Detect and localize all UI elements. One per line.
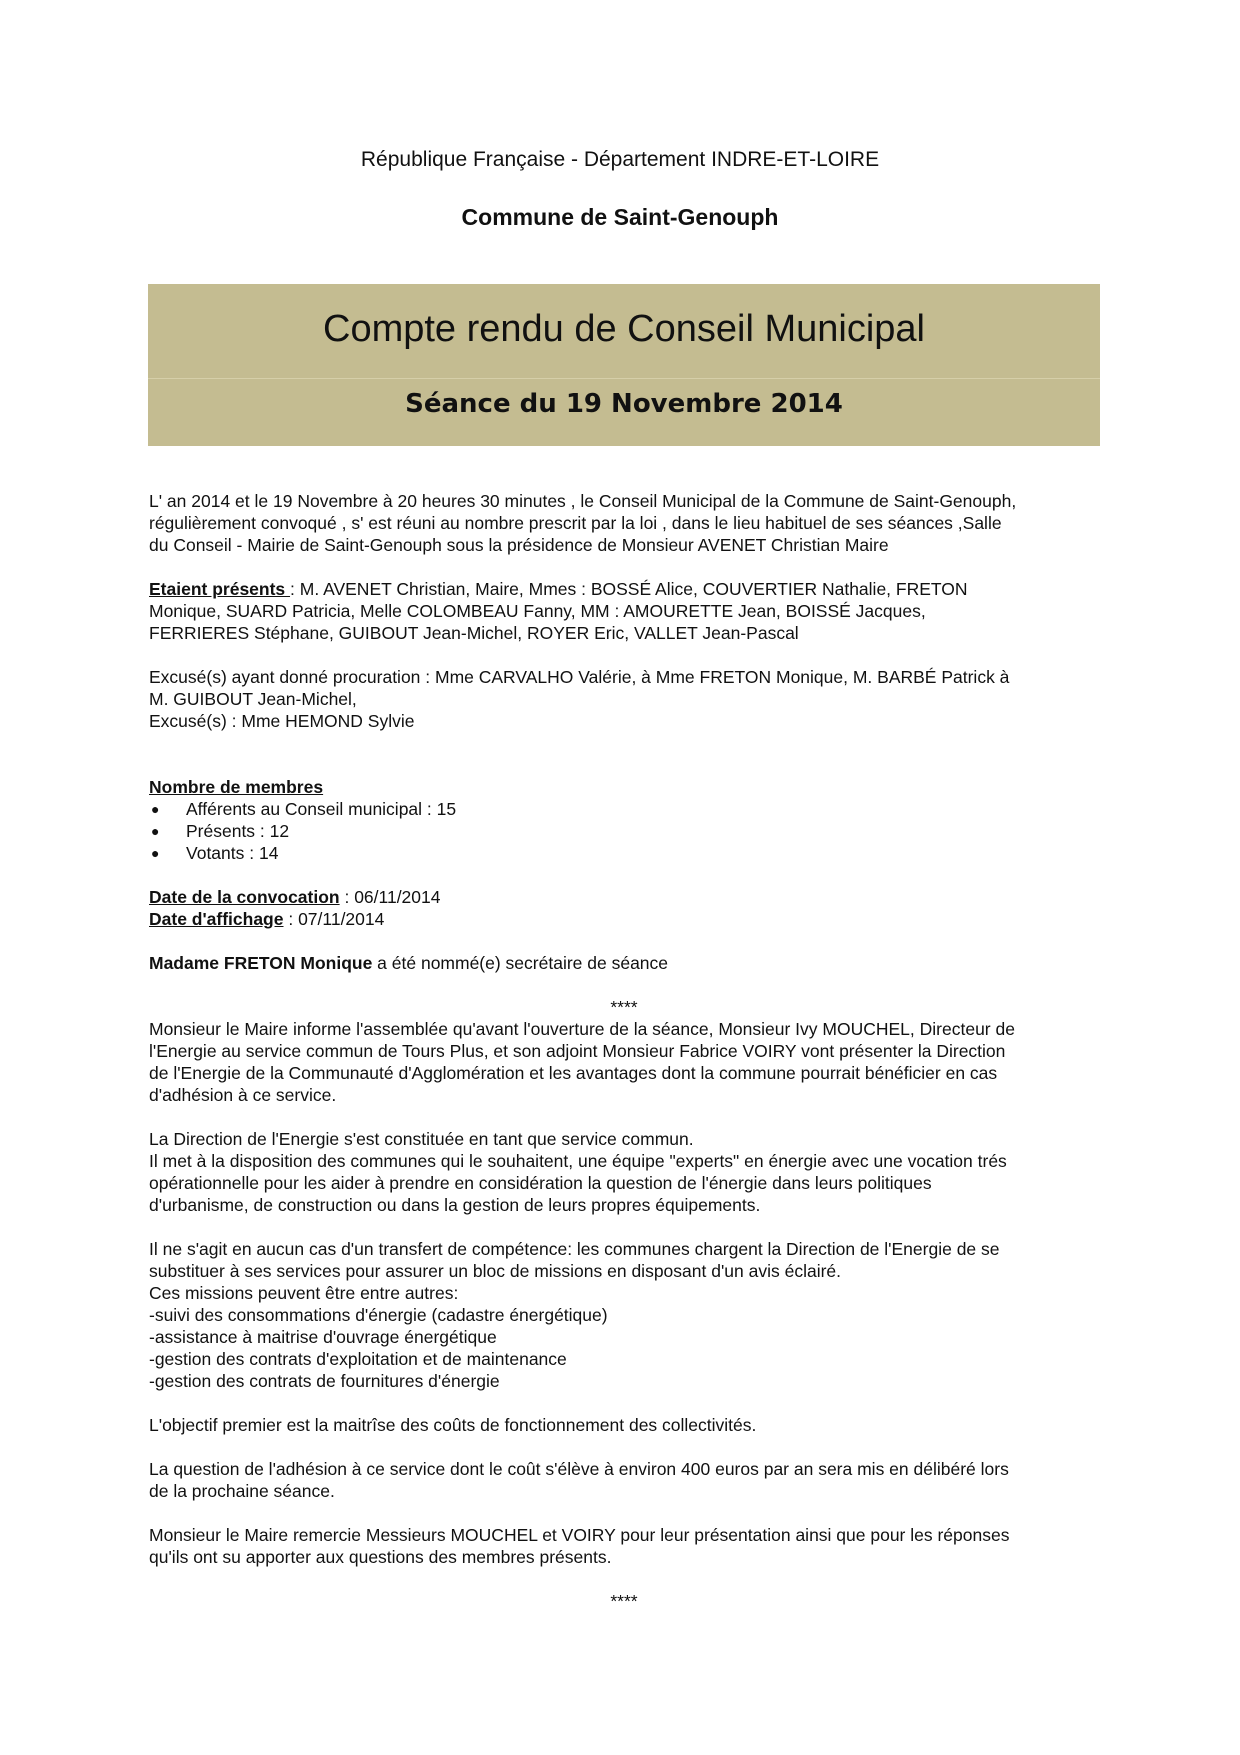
text-line: de la prochaine séance. — [149, 1481, 335, 1501]
text-line: Il met à la disposition des communes qui le souhaitent, une équipe "experts" en énergie avec une vocation trés — [149, 1151, 1007, 1171]
text-line: -suivi des consommations d'énergie (cadastre énergétique) — [149, 1305, 608, 1325]
text-line: l'Energie au service commun de Tours Plus, et son adjoint Monsieur Fabrice VOIRY vont présenter la Direction — [149, 1041, 1006, 1061]
text-line: L'objectif premier est la maitrîse des coûts de fonctionnement des collectivités. — [149, 1415, 757, 1435]
republic-header: République Française - Département INDRE-ET-LOIRE — [360, 148, 880, 171]
intro-line: régulièrement convoqué , s' est réuni au nombre prescrit par la loi , dans le lieu habituel de ses séances ,Salle — [149, 513, 1002, 533]
text-line: opérationnelle pour les aider à prendre en considération la question de l'énergie dans leurs politiques — [149, 1173, 932, 1193]
text-line: -assistance à maitrise d'ouvrage énergétique — [149, 1327, 497, 1347]
presents-line: FERRIERES Stéphane, GUIBOUT Jean-Michel, ROYER Eric, VALLET Jean-Pascal — [149, 623, 799, 643]
bullet-icon: ● — [151, 801, 160, 817]
text-line: Ces missions peuvent être entre autres: — [149, 1283, 459, 1303]
intro-line: L' an 2014 et le 19 Novembre à 20 heures 30 minutes , le Conseil Municipal de la Commune de Saint-Genouph, — [149, 491, 1017, 511]
presents-text: : M. AVENET Christian, Maire, Mmes : BOSSÉ Alice, COUVERTIER Nathalie, FRETON — [290, 579, 968, 599]
bullet-icon: ● — [151, 845, 160, 861]
text-line: La question de l'adhésion à ce service dont le coût s'élève à environ 400 euros par an sera mis en délibéré lors — [149, 1459, 1009, 1479]
secretary-line — [149, 952, 1099, 974]
excuses-line: Excusé(s) : Mme HEMOND Sylvie — [149, 711, 415, 731]
list-item: ● Présents : 12 — [151, 821, 290, 841]
text-line: de l'Energie de la Communauté d'Agglomération et les avantages dont la commune pourrait bénéficier en cas — [149, 1063, 998, 1083]
excuses-paragraph — [149, 666, 1099, 732]
members-list — [149, 798, 1099, 864]
document-body — [149, 490, 1099, 1612]
text-line: qu'ils ont su apporter aux questions des membres présents. — [149, 1547, 612, 1567]
text-line: substituer à ses services pour assurer un bloc de missions en disposant d'un avis éclairé. — [149, 1261, 842, 1281]
convocation-label: Date de la convocation — [149, 887, 340, 907]
paragraph-presentation — [149, 1018, 1099, 1106]
secretary-name: Madame FRETON Monique — [149, 953, 378, 973]
title-banner — [148, 284, 1100, 446]
excuses-line: M. GUIBOUT Jean-Michel, — [149, 689, 357, 709]
convocation-date: : 06/11/2014 — [339, 887, 441, 907]
document-title: Compte rendu de Conseil Municipal — [323, 308, 925, 350]
text-line: Monsieur le Maire informe l'assemblée qu'avant l'ouverture de la séance, Monsieur Ivy MOUCHEL, Directeur de — [149, 1019, 1015, 1039]
paragraph-thanks — [149, 1524, 1099, 1568]
paragraph-objective — [149, 1414, 1099, 1436]
paragraph-adhesion — [149, 1458, 1099, 1502]
text-line: d'adhésion à ce service. — [149, 1085, 337, 1105]
intro-line: du Conseil - Mairie de Saint-Genouph sous la présidence de Monsieur AVENET Christian Maire — [149, 535, 889, 555]
presents-paragraph — [149, 578, 1099, 644]
secretary-text: a été nommé(e) secrétaire de séance — [377, 953, 669, 973]
members-heading: Nombre de membres — [149, 777, 324, 797]
affichage-label: Date d'affichage — [149, 909, 284, 929]
presents-line: Monique, SUARD Patricia, Melle COLOMBEAU Fanny, MM : AMOURETTE Jean, BOISSÉ Jacques, — [149, 601, 926, 621]
affichage-date: : 07/11/2014 — [283, 909, 385, 929]
intro-paragraph — [149, 490, 1099, 556]
separator: **** — [610, 1591, 638, 1611]
text-line: d'urbanisme, de construction ou dans la gestion de leurs propres équipements. — [149, 1195, 761, 1215]
list-item: ● Votants : 14 — [151, 843, 279, 863]
excuses-line: Excusé(s) ayant donné procuration : Mme CARVALHO Valérie, à Mme FRETON Monique, M. BARBÉ Patrick à — [149, 667, 1010, 687]
text-line: La Direction de l'Energie s'est constituée en tant que service commun. — [149, 1129, 694, 1149]
list-item: ● Afférents au Conseil municipal : 15 — [151, 799, 457, 819]
commune-header: Commune de Saint-Genouph — [461, 204, 779, 230]
bullet-icon: ● — [151, 823, 160, 839]
text-line: -gestion des contrats d'exploitation et de maintenance — [149, 1349, 567, 1369]
paragraph-direction — [149, 1128, 1099, 1216]
dates-section — [149, 886, 1099, 930]
text-line: Il ne s'agit en aucun cas d'un transfert de compétence: les communes chargent la Direction de l'Energie de se — [149, 1239, 1000, 1259]
members-section — [149, 776, 1099, 864]
text-line: -gestion des contrats de fournitures d'énergie — [149, 1371, 500, 1391]
paragraph-missions — [149, 1238, 1099, 1392]
presents-label: Etaient présents — [149, 579, 291, 599]
text-line: Monsieur le Maire remercie Messieurs MOUCHEL et VOIRY pour leur présentation ainsi que pour les réponses — [149, 1525, 1010, 1545]
separator: **** — [610, 997, 638, 1017]
banner-divider — [148, 378, 1100, 379]
session-date: Séance du 19 Novembre 2014 — [405, 389, 843, 419]
